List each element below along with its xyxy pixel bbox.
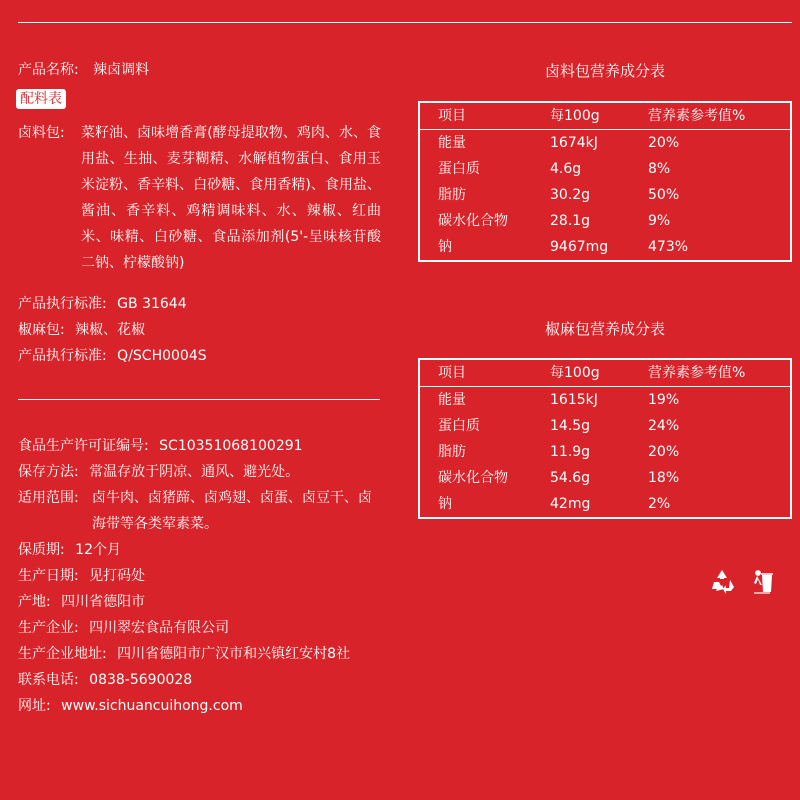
standard-1-label: 产品执行标准: (18, 296, 107, 312)
origin-value: 四川省德阳市 (61, 594, 146, 610)
nutrient-nrv: 473% (648, 239, 689, 255)
table-row (420, 413, 790, 439)
nutrient-amount: 14.5g (550, 418, 591, 434)
nutrient-amount: 28.1g (550, 213, 591, 229)
pepper-pack-value: 辣椒、花椒 (75, 322, 146, 338)
icons-svg (710, 567, 780, 597)
address-label: 生产企业地址: (18, 646, 107, 662)
top-divider (18, 22, 792, 23)
header-nrv: 营养素参考值% (648, 365, 746, 381)
product-name-label: 产品名称: (18, 62, 79, 78)
nutrient-name: 碳水化合物 (438, 470, 508, 486)
header-nrv: 营养素参考值% (648, 108, 746, 124)
nutrient-amount: 42mg (550, 496, 591, 512)
nutrient-amount: 1674kJ (550, 135, 598, 151)
standard-2-label: 产品执行标准: (18, 348, 107, 364)
storage (18, 459, 299, 485)
usage-value: 卤牛肉、卤猪蹄、卤鸡翅、卤蛋、卤豆干、卤海带等各类荤素菜。 (92, 490, 372, 532)
license-label: 食品生产许可证编号: (18, 438, 149, 454)
pepper-pack (18, 317, 145, 343)
nutrient-nrv: 18% (648, 470, 680, 486)
table-row (420, 387, 790, 413)
nutrient-nrv: 20% (648, 444, 680, 460)
storage-label: 保存方法: (18, 464, 79, 480)
shelf-life-value: 12个月 (75, 542, 121, 558)
nutrient-nrv: 2% (648, 496, 671, 512)
ingredients-tag: 配料表 (16, 89, 66, 109)
address-value: 四川省德阳市广汉市和兴镇红安村8社 (117, 646, 351, 662)
table-row (420, 491, 790, 517)
usage-label: 适用范围: (18, 490, 79, 506)
shelf-life-label: 保质期: (18, 542, 65, 558)
producer-label: 生产企业: (18, 620, 79, 636)
table-header-row (420, 360, 790, 387)
nutrient-name: 蛋白质 (438, 418, 480, 434)
disposal-icons (710, 567, 780, 601)
table-header-row (420, 103, 790, 130)
table-row (420, 130, 790, 156)
marinade-pack-ingredients: 菜籽油、卤味增香膏(酵母提取物、鸡肉、水、食用盐、生抽、麦芽糊精、水解植物蛋白、食用玉米淀粉、香辛料、白砂糖、食用香精)、食用盐、酱油、香辛料、鸡精调味料、水、辣椒、红曲米、味精、白砂糖、食品添加剂(5'-呈味核苷酸二钠、柠檬酸钠) (81, 125, 381, 271)
nutrient-amount: 30.2g (550, 187, 591, 203)
header-per100g: 每100g (550, 108, 600, 124)
standard-2 (18, 343, 207, 369)
standard-1 (18, 291, 187, 317)
nutrient-name: 钠 (438, 239, 452, 255)
origin-label: 产地: (18, 594, 51, 610)
website-label: 网址: (18, 698, 51, 714)
nutrient-nrv: 24% (648, 418, 680, 434)
phone (18, 667, 192, 693)
table-row (420, 182, 790, 208)
production-date-value: 见打码处 (89, 568, 146, 584)
product-name (18, 57, 149, 83)
pepper-nutrition-title: 椒麻包营养成分表 (544, 320, 665, 338)
nutrient-amount: 1615kJ (550, 392, 598, 408)
origin (18, 589, 145, 615)
website-value: www.sichuancuihong.com (61, 698, 243, 714)
standard-2-value: Q/SCH0004S (117, 348, 207, 364)
nutrient-name: 碳水化合物 (438, 213, 508, 229)
marinade-pack-label: 卤料包: (18, 125, 65, 141)
nutrient-name: 能量 (438, 392, 466, 408)
address (18, 641, 350, 667)
nutrient-name: 蛋白质 (438, 161, 480, 177)
nutrient-nrv: 8% (648, 161, 671, 177)
pepper-nutrition-table (418, 358, 792, 519)
license-value: SC10351068100291 (159, 438, 303, 454)
production-date-label: 生产日期: (18, 568, 79, 584)
nutrient-amount: 9467mg (550, 239, 609, 255)
table-row (420, 234, 790, 260)
nutrient-nrv: 9% (648, 213, 671, 229)
producer (18, 615, 229, 641)
marinade-nutrition-table (418, 101, 792, 262)
nutrient-name: 脂肪 (438, 187, 466, 203)
header-per100g: 每100g (550, 365, 600, 381)
recycle-icon (712, 570, 734, 594)
license (18, 433, 303, 459)
table-row (420, 208, 790, 234)
trash-bin-icon (754, 571, 773, 593)
nutrient-amount: 4.6g (550, 161, 582, 177)
nutrient-name: 能量 (438, 135, 466, 151)
nutrient-nrv: 20% (648, 135, 680, 151)
production-date (18, 563, 145, 589)
website (18, 693, 243, 719)
pepper-pack-label: 椒麻包: (18, 322, 65, 338)
nutrient-amount: 54.6g (550, 470, 591, 486)
producer-value: 四川翠宏食品有限公司 (89, 620, 230, 636)
table-row (420, 156, 790, 182)
table-row (420, 465, 790, 491)
header-item: 项目 (438, 108, 466, 124)
phone-label: 联系电话: (18, 672, 79, 688)
header-item: 项目 (438, 365, 466, 381)
product-name-value: 辣卤调料 (93, 62, 150, 78)
standard-1-value: GB 31644 (117, 296, 187, 312)
phone-value: 0838-5690028 (89, 672, 193, 688)
table-row (420, 439, 790, 465)
marinade-nutrition-title: 卤料包营养成分表 (544, 62, 665, 80)
storage-value: 常温存放于阴凉、通风、避光处。 (89, 464, 300, 480)
nutrient-nrv: 19% (648, 392, 680, 408)
left-divider (18, 399, 380, 400)
nutrient-name: 脂肪 (438, 444, 466, 460)
nutrient-amount: 11.9g (550, 444, 591, 460)
nutrient-name: 钠 (438, 496, 452, 512)
shelf-life (18, 537, 121, 563)
nutrient-nrv: 50% (648, 187, 680, 203)
